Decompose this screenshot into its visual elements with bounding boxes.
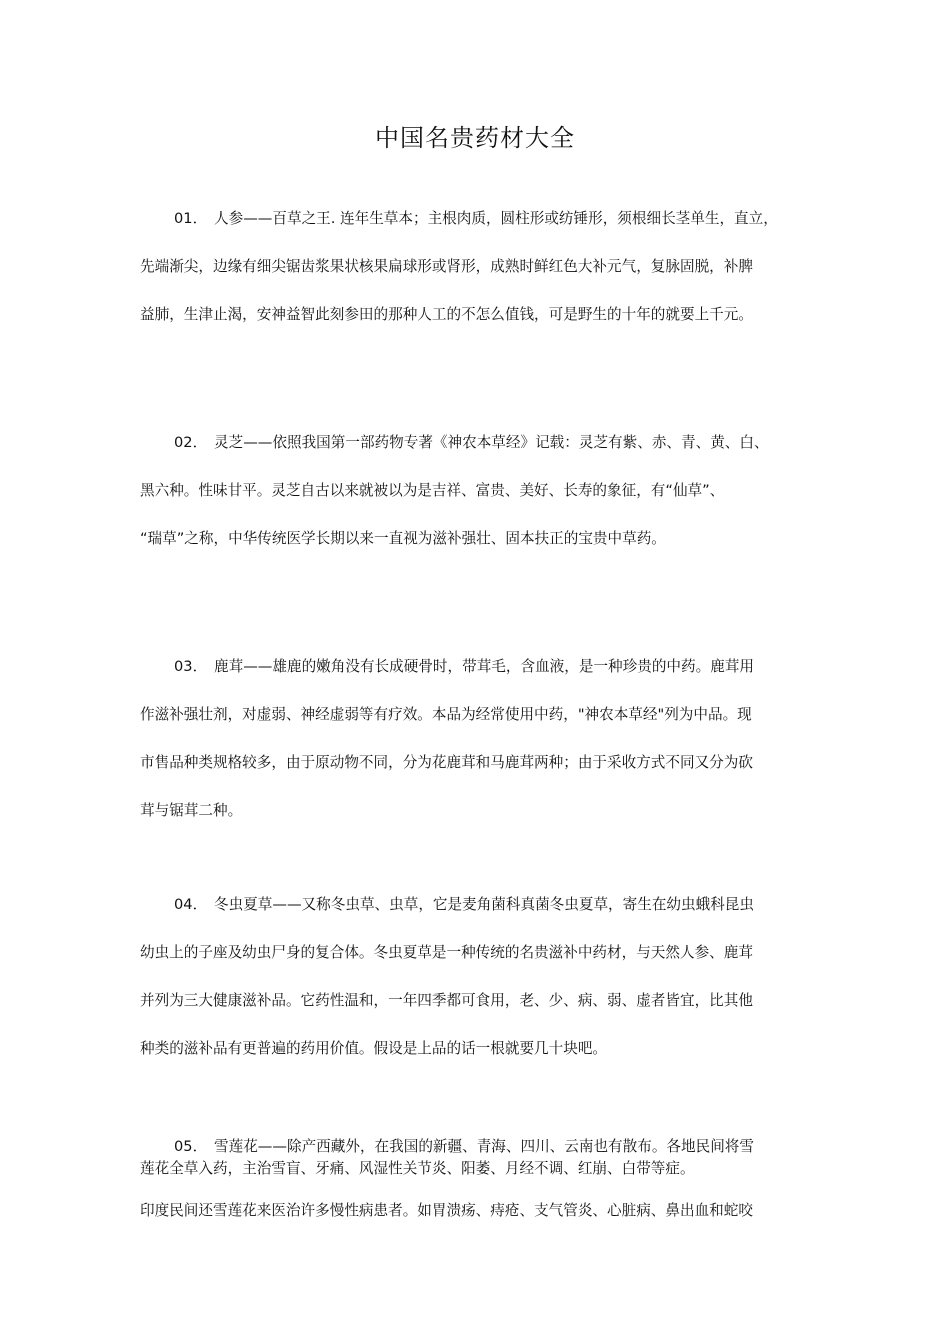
entry-02-paragraph [140,434,830,578]
entry-02-line-2: 黑六种。性味甘平。灵芝自古以来就被以为是吉祥、富贵、美好、长寿的象征，有“仙草”、 [140,482,725,499]
entry-03-line-1: 03． 鹿茸——雄鹿的嫩角没有长成硬骨时，带茸毛，含血液，是一种珍贵的中药。鹿茸用 [174,658,754,675]
entry-02-line-1: 02． 灵芝——依照我国第一部药物专著《神农本草经》记载：灵芝有紫、赤、青、黄、白、 [174,434,769,451]
entry-03-paragraph [140,658,830,850]
entry-03-line-2: 作滋补强壮剂，对虚弱、神经虚弱等有疗效。本品为经常使用中药，"神农本草经"列为中品。现 [140,706,752,723]
entry-04-line-2: 幼虫上的子座及幼虫尸身的复合体。冬虫夏草是一种传统的名贵滋补中药材，与天然人参、鹿茸 [140,944,753,961]
entry-05-line-1: 05． 雪莲花——除产西藏外，在我国的新疆、青海、四川、云南也有散布。各地民间将雪 [174,1138,754,1155]
entry-03-line-3: 市售品种类规格较多，由于原动物不同，分为花鹿茸和马鹿茸两种；由于采收方式不同又分为砍 [140,754,753,771]
entry-04-line-4: 种类的滋补品有更普遍的药用价值。假设是上品的话一根就要几十块吧。 [140,1040,608,1057]
entry-04-line-3: 并列为三大健康滋补品。它药性温和，一年四季都可食用，老、少、病、弱、虚者皆宜，比其他 [140,992,753,1009]
entry-03-number: 03． [174,658,208,675]
entry-01-line-1: 01． 人参——百草之王. 连年生草本；主根肉质，圆柱形或纺锤形，须根细长茎单生，直立， [174,210,778,227]
entry-04-paragraph [140,896,830,1088]
entry-05-line-2: 莲花全草入药，主治雪盲、牙痛、风湿性关节炎、阳萎、月经不调、红崩、白带等症。 [140,1160,695,1177]
entry-01-line-2: 先端渐尖，边缘有细尖锯齿浆果状核果扁球形或肾形，成熟时鲜红色大补元气，复脉固脱，补脾 [140,258,753,275]
entry-03-line-4: 茸与锯茸二种。 [140,802,243,819]
entry-01-line-3: 益肺，生津止渴，安神益智此刻参田的那种人工的不怎么值钱，可是野生的十年的就要上千元。 [140,306,753,323]
entry-01-paragraph [140,210,830,354]
entry-05-number: 05． [174,1138,208,1155]
entry-05-paragraph [140,1138,830,1182]
entry-04-line-1: 04． 冬虫夏草——又称冬虫草、虫草，它是麦角菌科真菌冬虫夏草，寄生在幼虫蛾科昆虫 [174,896,754,913]
entry-05-line-3: 印度民间还雪莲花来医治许多慢性病患者。如胃溃疡、痔疮、支气管炎、心脏病、鼻出血和蛇咬 [140,1202,753,1219]
entry-05-continuation [140,1202,830,1250]
entry-02-line-3: “瑞草”之称，中华传统医学长期以来一直视为滋补强壮、固本扶正的宝贵中草药。 [140,530,666,547]
entry-04-number: 04． [174,896,208,913]
entry-01-number: 01． [174,210,208,227]
document-title: 中国名贵药材大全 [375,124,575,152]
entry-02-number: 02． [174,434,208,451]
